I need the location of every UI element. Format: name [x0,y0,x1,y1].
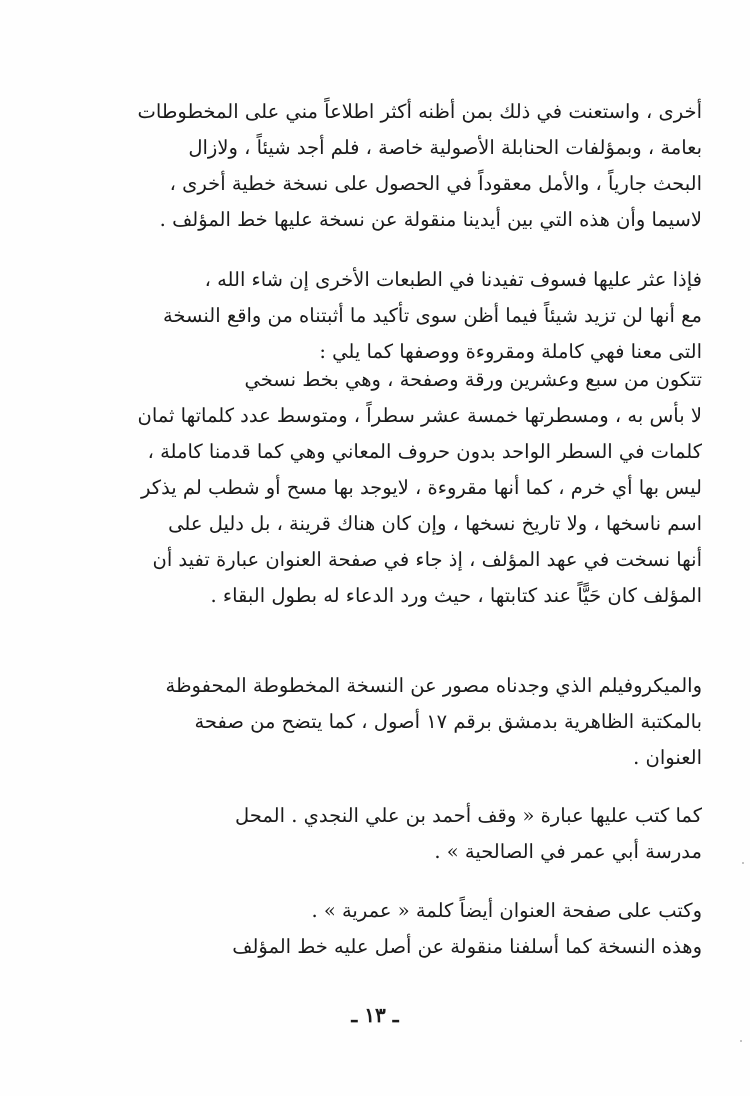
paragraph-2 [88,262,702,370]
paragraph-4 [88,668,702,776]
paragraph-1 [88,94,702,238]
text-line: مع أنها لن تزيد شيئاً فيما أظن سوى تأكيد ما أثبتناه من واقع النسخة [162,304,702,327]
text-line: أخرى ، واستعنت في ذلك بمن أظنه أكثر اطلاعاً مني على المخطوطات [137,100,702,123]
page-number: ـ ١٣ ـ [351,1003,399,1027]
scan-speck [742,862,744,864]
text-line: وهذه النسخة كما أسلفنا منقولة عن أصل عليه خط المؤلف [232,935,702,958]
text-line: التى معنا فهي كاملة ومقروءة ووصفها كما يلي : [319,340,702,363]
text-line: لا بأس به ، ومسطرتها خمسة عشر سطراً ، ومتوسط عدد كلماتها ثمان [137,404,702,427]
text-line: كلمات في السطر الواحد بدون حروف المعاني وهي كما قدمنا كاملة ، [147,440,702,463]
text-line: بعامة ، وبمؤلفات الحنابلة الأصولية خاصة ، فلم أجد شيئاً ، ولازال [188,136,702,159]
paragraph-5 [88,798,702,870]
paragraph-3 [88,362,702,614]
text-line: البحث جارياً ، والأمل معقوداً في الحصول على نسخة خطية أخرى ، [169,172,702,195]
text-line: لاسيما وأن هذه التي بين أيدينا منقولة عن نسخة عليها خط المؤلف . [159,208,702,231]
text-line: العنوان . [633,746,702,769]
text-line: فإذا عثر عليها فسوف تفيدنا في الطبعات الأخرى إن شاء الله ، [204,268,702,291]
text-line: كما كتب عليها عبارة « وقف أحمد بن علي النجدي . المحل [235,804,702,827]
text-line: اسم ناسخها ، ولا تاريخ نسخها ، وإن كان هناك قرينة ، بل دليل على [168,512,702,535]
text-line: المؤلف كان حَيًّاً عند كتابتها ، حيث ورد الدعاء له بطول البقاء . [210,584,702,607]
text-line: تتكون من سبع وعشرين ورقة وصفحة ، وهي بخط نسخي [244,368,702,391]
text-line: والميكروفيلم الذي وجدناه مصور عن النسخة المخطوطة المحفوظة [165,674,702,697]
paragraph-6 [88,893,702,965]
text-line: أنها نسخت في عهد المؤلف ، إذ جاء في صفحة العنوان عبارة تفيد أن [152,548,702,571]
scan-speck [740,1040,742,1042]
text-line: بالمكتبة الظاهرية بدمشق برقم ١٧ أصول ، كما يتضح من صفحة [194,710,702,733]
text-line: وكتب على صفحة العنوان أيضاً كلمة « عمرية » . [311,899,702,922]
text-line: ليس بها أي خرم ، كما أنها مقروءة ، لايوجد بها مسح أو شطب لم يذكر [141,476,702,499]
text-line: مدرسة أبي عمر في الصالحية » . [434,840,702,863]
